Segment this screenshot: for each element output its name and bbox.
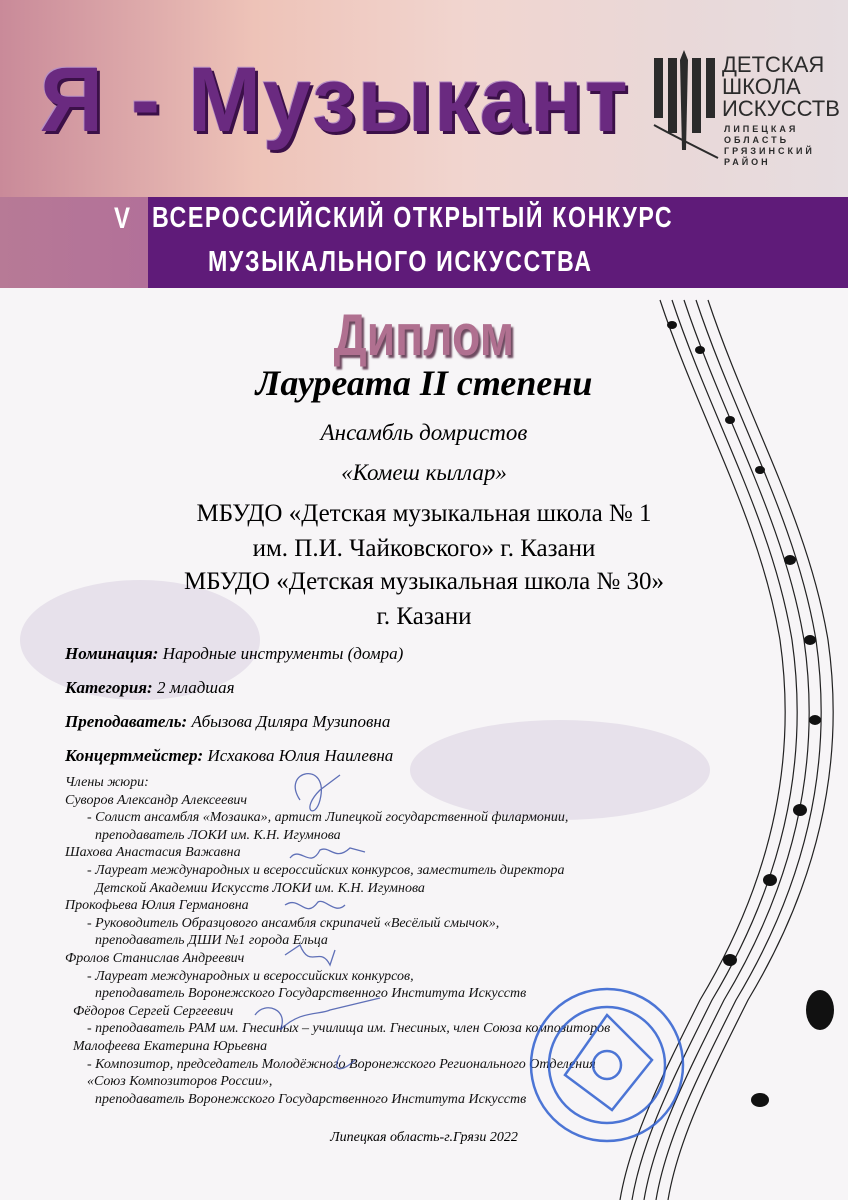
school-line: МБУДО «Детская музыкальная школа № 1 [196, 500, 652, 527]
jury-member-name: Фёдоров Сергей Сергеевич [73, 1003, 234, 1019]
field-label: Концертмейстер: [65, 746, 204, 765]
logo-line: ШКОЛА [722, 74, 801, 99]
field-label: Номинация: [65, 644, 159, 663]
jury-member-desc: - преподаватель РАМ им. Гнесиных – училища им. Гнесиных, член Союза композиторов [87, 1021, 611, 1037]
field-value: Абызова Диляра Музиповна [187, 712, 391, 731]
jury-member-desc: преподаватель ДШИ №1 города Ельца [95, 933, 328, 949]
jury-heading: Члены жюри: [65, 775, 149, 790]
edition-numeral: V [114, 202, 131, 235]
jury-member-desc: - Композитор, председатель Молодёжного Воронежского Регионального Отделения [87, 1056, 596, 1072]
school-line: г. Казани [376, 603, 472, 630]
jury-member-desc: - Солист ансамбля «Мозаика», артист Липецкой государственной филармонии, [87, 810, 569, 826]
contest-line-1: ВСЕРОССИЙСКИЙ ОТКРЫТЫЙ КОНКУРС [152, 202, 674, 234]
ensemble-type: Ансамбль домристов [320, 420, 528, 445]
logo-line: ДЕТСКАЯ [722, 52, 825, 77]
school-line: МБУДО «Детская музыкальная школа № 30» [183, 568, 665, 595]
jury-member-name: Суворов Александр Алексеевич [65, 792, 248, 808]
jury-member-name: Шахова Анастасия Важавна [65, 845, 241, 861]
diploma-degree: Лауреата II степени [255, 363, 593, 403]
jury-member-desc: - Лауреат международных и всероссийских конкурсов, заместитель директора [87, 862, 565, 878]
official-stamp-icon [527, 985, 687, 1145]
jury-member-desc: - Руководитель Образцового ансамбля скрипачей «Весёлый смычок», [87, 915, 500, 931]
jury-member-desc: - Лауреат международных и всероссийских конкурсов, [87, 968, 414, 984]
jury-member-name: Малофеева Екатерина Юрьевна [73, 1038, 268, 1054]
contest-line-2: МУЗЫКАЛЬНОГО ИСКУССТВА [208, 246, 593, 278]
logo-line: ИСКУССТВ [722, 96, 840, 121]
jury-member-desc: преподаватель Воронежского Государственного Института Искусств [95, 1091, 527, 1107]
logo-sub: РАЙОН [724, 157, 771, 167]
footer-location-year: Липецкая область-г.Грязи 2022 [330, 1130, 518, 1145]
jury-member-name: Фролов Станислав Андреевич [65, 950, 245, 966]
ensemble-name: «Комеш кыллар» [341, 460, 507, 485]
jury-member-desc: «Союз Композиторов России», [87, 1074, 273, 1090]
field-label: Преподаватель: [65, 712, 188, 731]
logo-sub: ЛИПЕЦКАЯ [724, 124, 799, 134]
contest-title: Я - Музыкант [40, 49, 630, 151]
logo-sub: ГРЯЗИНСКИЙ [724, 146, 815, 156]
logo-sub: ОБЛАСТЬ [724, 135, 790, 145]
field-value: Исхакова Юлия Наилевна [203, 746, 394, 765]
jury-member-desc: Детской Академии Искусств ЛОКИ им. К.Н. Игумнова [95, 880, 425, 896]
field-value: Народные инструменты (домра) [158, 644, 404, 663]
school-line: им. П.И. Чайковского» г. Казани [252, 535, 596, 562]
jury-member-desc: преподаватель ЛОКИ им. К.Н. Игумнова [95, 827, 341, 843]
field-value: 2 младшая [152, 678, 235, 697]
diploma-title-text: Диплом [333, 303, 515, 368]
field-label: Категория: [65, 678, 153, 697]
jury-member-name: Прокофьева Юлия Германовна [65, 898, 249, 914]
jury-member-desc: преподаватель Воронежского Государственного Института Искусств [95, 986, 527, 1002]
